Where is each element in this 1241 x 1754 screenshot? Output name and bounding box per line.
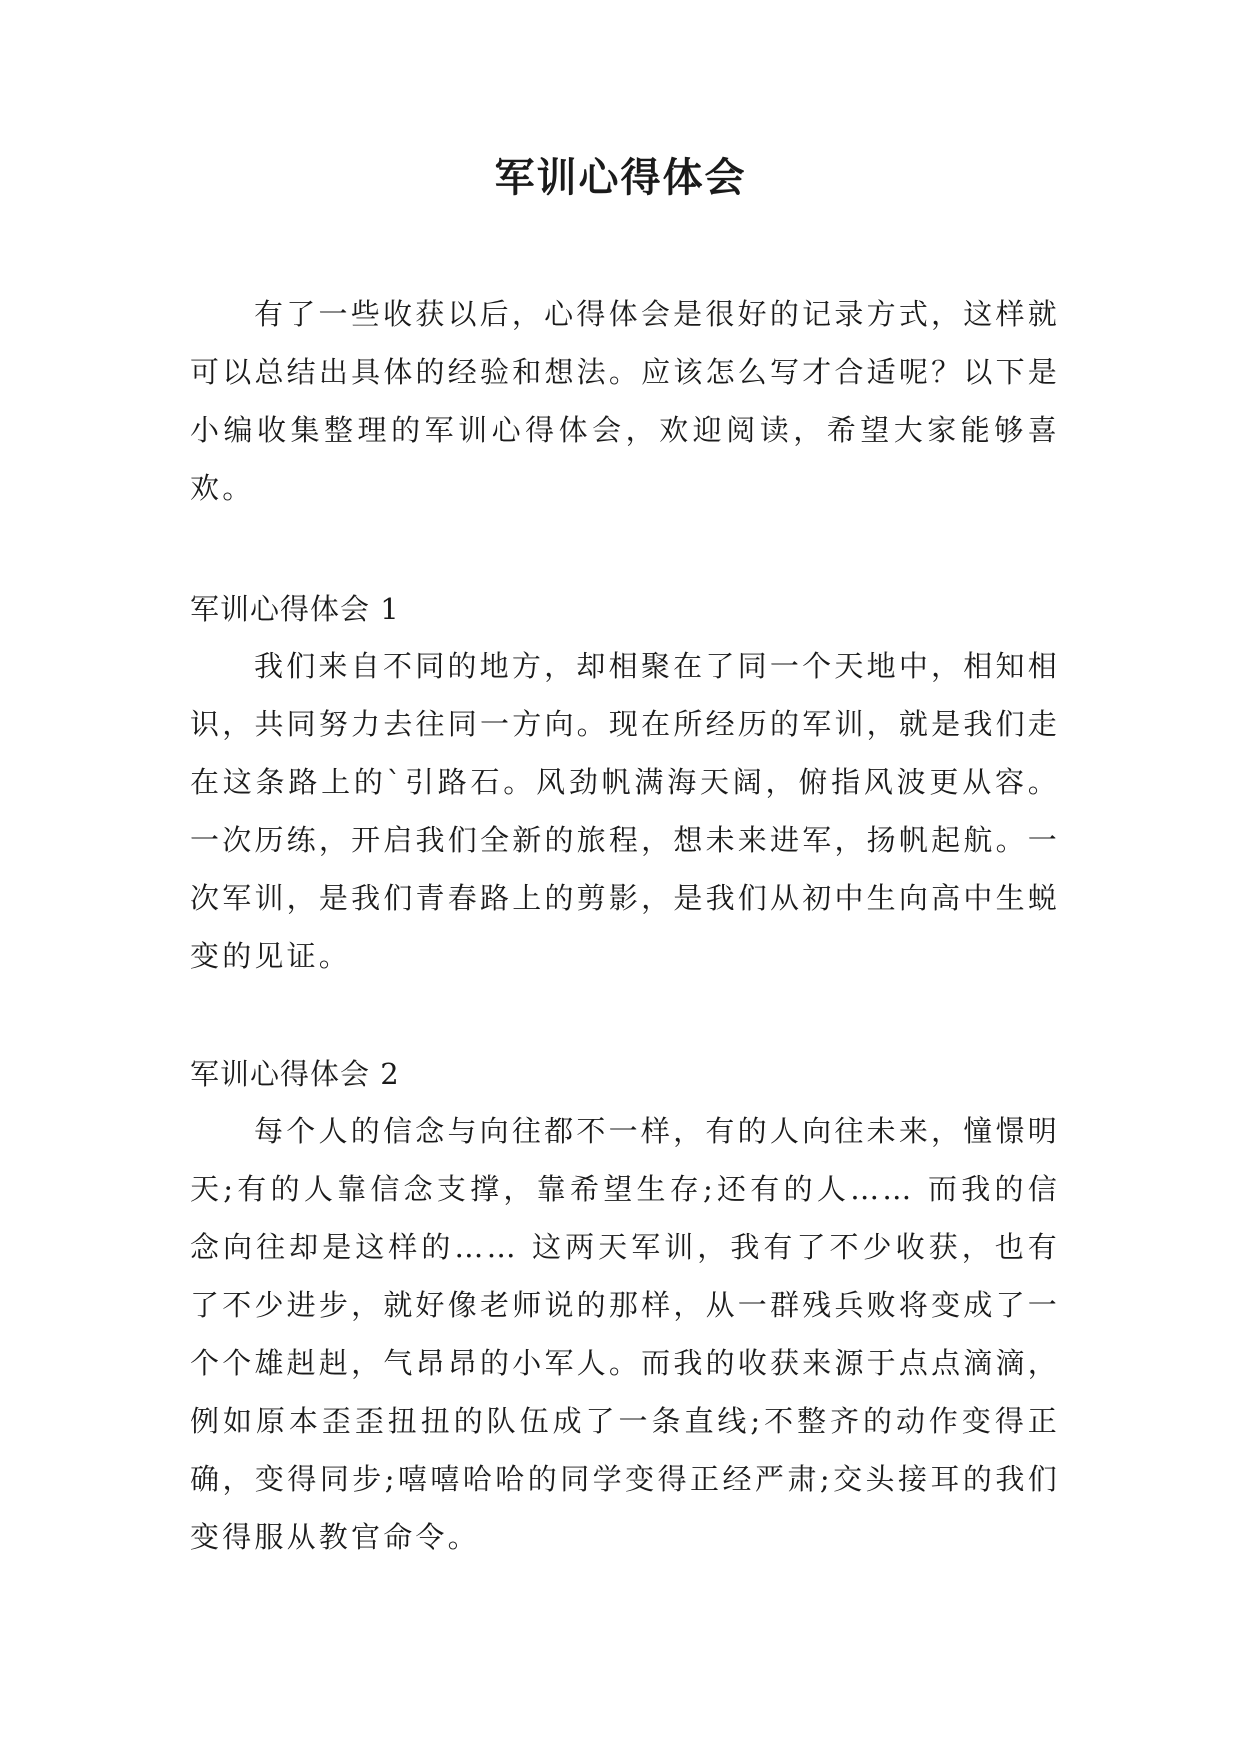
section-heading-2: 军训心得体会 2 <box>190 1057 400 1091</box>
intro-paragraph: 有了一些收获以后，心得体会是很好的记录方式，这样就可以总结出具体的经验和想法。应该怎么写才合适呢？以下是小编收集整理的军训心得体会，欢迎阅读，希望大家能够喜欢。 <box>190 297 1060 505</box>
section-body-1: 我们来自不同的地方，却相聚在了同一个天地中，相知相识，共同努力去往同一方向。现在所经历的军训，就是我们走在这条路上的`引路石。风劲帆满海天阔，俯指风波更从容。一次历练，开启我们全新的旅程，想未来进军，扬帆起航。一次军训，是我们青春路上的剪影，是我们从初中生向高中生蜕变的见证。 <box>190 649 1060 973</box>
section-body-2: 每个人的信念与向往都不一样，有的人向往未来，憧憬明天;有的人靠信念支撑，靠希望生存;还有的人…… 而我的信念向往却是这样的…… 这两天军训，我有了不少收获，也有了不少进步，就好像老师说的那样，从一群残兵败将变成了一个个雄赳赳，气昂昂的小军人。而我的收获来源于点点滴滴，例如原本歪歪扭扭的队伍成了一条直线;不整齐的动作变得正确，变得同步;嘻嘻哈哈的同学变得正经严肃;交头接耳的我们变得服从教官命令。 <box>190 1114 1060 1554</box>
section-heading-1: 军训心得体会 1 <box>190 592 400 626</box>
document-title: 军训心得体会 <box>494 155 747 201</box>
